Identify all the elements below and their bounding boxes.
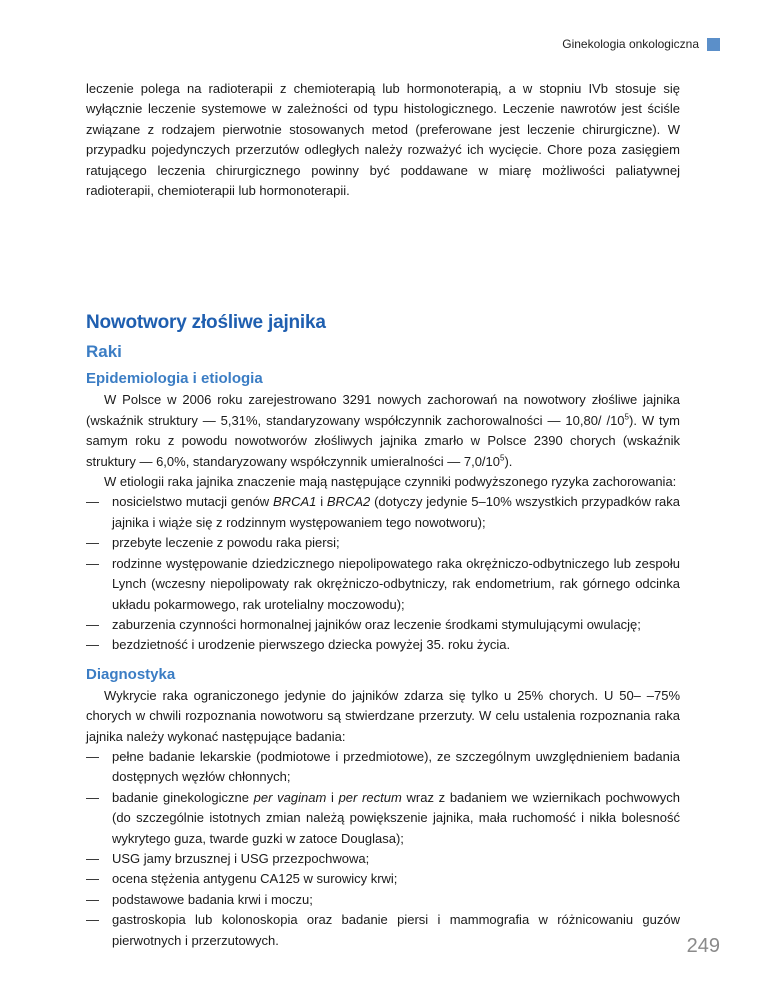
epidemiology-heading: Epidemiologia i etiologia [86, 370, 263, 388]
list-item: — przebyte leczenie z powodu raka piersi; [86, 533, 680, 553]
epidemiology-paragraph-1: W Polsce w 2006 roku zarejestrowano 3291 nowych zachorowań na nowotwory złośliwe jajnika (wskaźnik struktury — 5,31%, standaryzowany współczynnik zachorowalności — 10,80/ $/10^5$). W tym samym roku z powodu nowotworów złośliwych jajnika zmarło w Polsce 2390 chorych (wskaźnik struktury — 6,0%, standaryzowany współczynnik umieralności — $7,0/10^5$). [86, 392, 680, 469]
risk-factor-list [86, 492, 680, 655]
diagnostics-list [86, 747, 680, 951]
intro-paragraph: leczenie polega na radioterapii z chemioterapią lub hormonoterapią, a w stopniu IVb stosuje się wyłącznie leczenie systemowe w zależności od typu histologicznego. Leczenie nawrotów jest ściśle związane z rodzajem pierwotnie stosowanych metod (preferowane jest leczenie chirurgiczne). W przypadku pojedynczych przerzutów odległych należy rozważyć ich wycięcie. Chore poza zasięgiem ratującego leczenia chirurgicznego powinny być poddawane w miarę możliwości paliatywnej radioterapii, chemioterapii lub hormonoterapii. [86, 81, 680, 199]
list-item: — zaburzenia czynności hormonalnej jajników oraz leczenie środkami stymulującymi owulację; [86, 615, 680, 635]
list-item: — USG jamy brzusznej i USG przezpochwowa; [86, 849, 680, 869]
running-title: Ginekologia onkologiczna [562, 37, 699, 51]
page-content [86, 79, 680, 951]
page-number: 249 [686, 935, 720, 957]
section-spacer [86, 201, 680, 310]
section-subtitle: Raki [86, 342, 122, 362]
list-item: — pełne badanie lekarskie (podmiotowe i przedmiotowe), ze szczególnym uwzględnieniem badania dostępnych węzłów chłonnych; [86, 747, 680, 788]
diagnostics-heading: Diagnostyka [86, 665, 176, 683]
list-item: — nosicielstwo mutacji genów BRCA1 i BRCA2 (dotyczy jedynie 5–10% wszystkich przypadków raka jajnika i wiąże się z rodzinnym występowaniem tego nowotworu); [86, 492, 680, 533]
list-item: — podstawowe badania krwi i moczu; [86, 890, 680, 910]
running-head [562, 37, 720, 51]
header-accent-square [707, 38, 720, 51]
list-item: — bezdzietność i urodzenie pierwszego dziecka powyżej 35. roku życia. [86, 635, 680, 655]
list-item: — rodzinne występowanie dziedzicznego niepolipowatego raka okrężniczo-odbytniczego lub zespołu Lynch (wczesny niepolipowaty rak okrężniczo-odbytniczy, rak endometrium, rak górnego odcinka układu pokarmowego, rak urotelialny moczowodu); [86, 554, 680, 615]
list-item: — badanie ginekologiczne per vaginam i per rectum wraz z badaniem we wziernikach pochwowych (do szczególnie istotnych zmian należą powiększenie jajnika, mała ruchomość i nikła bolesność wykrytego guza, twarde guzki w zatoce Douglasa); [86, 788, 680, 849]
epidemiology-paragraph-2: W etiologii raka jajnika znaczenie mają następujące czynniki podwyższonego ryzyka zachorowania: [104, 474, 677, 490]
list-item: — gastroskopia lub kolonoskopia oraz badanie piersi i mammografia w różnicowaniu guzów pierwotnych i przerzutowych. [86, 910, 680, 951]
diagnostics-paragraph: Wykrycie raka ograniczonego jedynie do jajników zdarza się tylko u 25% chorych. U 50– –75% chorych w chwili rozpoznania nowotworu są stwierdzane przerzuty. W celu ustalenia rozpoznania raka jajnika należy wykonać następujące badania: [86, 687, 680, 744]
section-title: Nowotwory złośliwe jajnika [86, 312, 326, 334]
list-item: — ocena stężenia antygenu CA125 w surowicy krwi; [86, 869, 680, 889]
